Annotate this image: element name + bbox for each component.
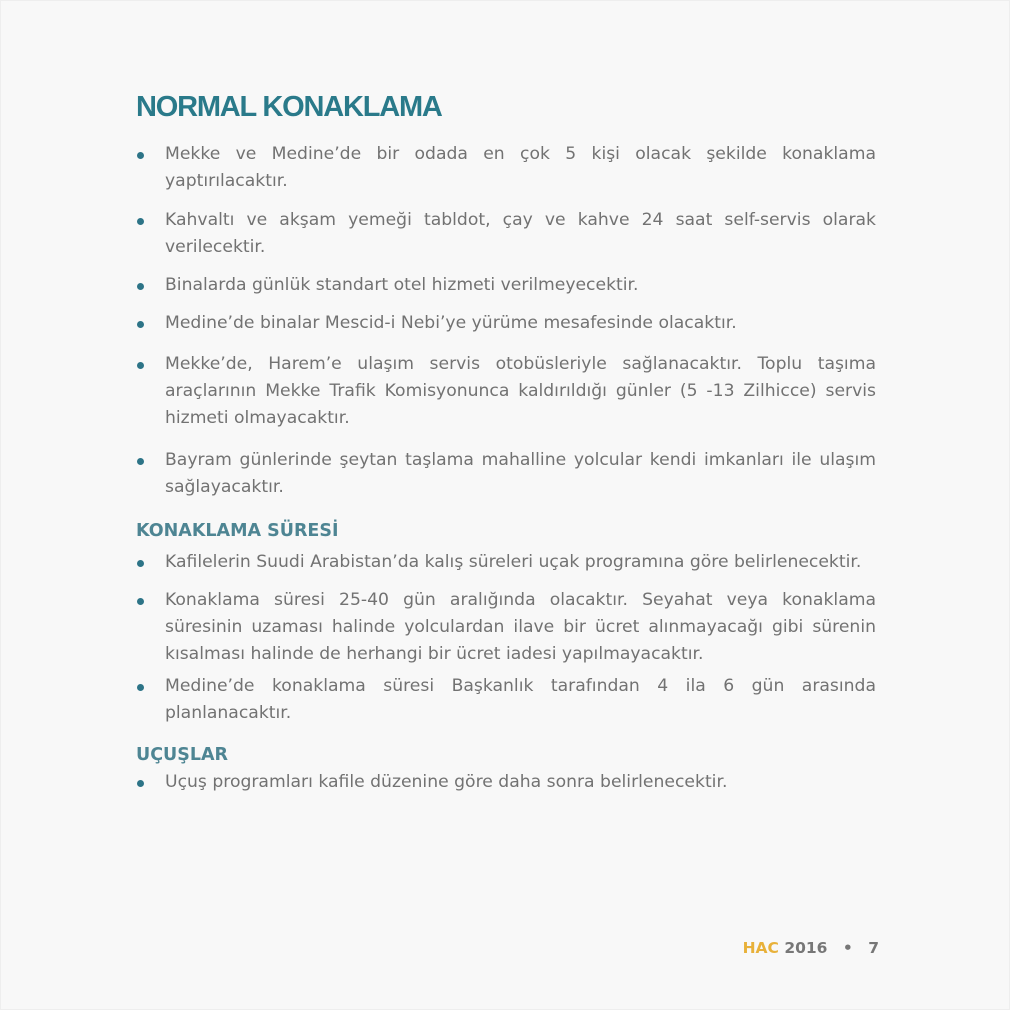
list-item: Mekke ve Medine’de bir odada en çok 5 kişi olacak şekilde konaklama yaptırılacaktır. bbox=[136, 141, 876, 195]
page-footer bbox=[743, 939, 879, 957]
bullet-icon bbox=[137, 283, 144, 290]
bullet-icon bbox=[137, 321, 144, 328]
bullet-icon bbox=[137, 780, 144, 787]
bullet-icon bbox=[137, 218, 144, 225]
bullet-icon bbox=[137, 458, 144, 465]
list-item: Bayram günlerinde şeytan taşlama mahalline yolcular kendi imkanları ile ulaşım sağlayacaktır. bbox=[136, 447, 876, 501]
section-normal-konaklama bbox=[136, 141, 876, 501]
list-item: Kahvaltı ve akşam yemeği tabldot, çay ve kahve 24 saat self-servis olarak verilecektir. bbox=[136, 207, 876, 261]
content bbox=[136, 141, 876, 796]
list-item: Uçuş programları kafile düzenine göre daha sonra belirlenecektir. bbox=[136, 769, 876, 796]
section-heading: UÇUŞLAR bbox=[136, 745, 229, 765]
list-item: Medine’de konaklama süresi Başkanlık tarafından 4 ila 6 gün arasında planlanacaktır. bbox=[136, 673, 876, 727]
footer-separator: • bbox=[842, 939, 853, 957]
list-item: Binalarda günlük standart otel hizmeti verilmeyecektir. bbox=[136, 272, 876, 299]
footer-year: 2016 bbox=[784, 939, 828, 957]
page-number: 7 bbox=[868, 939, 879, 957]
bullet-icon bbox=[137, 152, 144, 159]
list-item: Mekke’de, Harem’e ulaşım servis otobüsleriyle sağlanacaktır. Toplu taşıma araçlarının Mekke Trafik Komisyonunca kaldırıldığı günler (5 -13 Zilhicce) servis hizmeti olmayacaktır. bbox=[136, 351, 876, 432]
bullet-icon bbox=[137, 362, 144, 369]
list-item: Konaklama süresi 25-40 gün aralığında olacaktır. Seyahat veya konaklama süresinin uzaması halinde yolculardan ilave bir ücret alınmayacağı gibi sürenin kısalması halinde de herhangi bir ücret iadesi yapılmayacaktır. bbox=[136, 587, 876, 668]
bullet-icon bbox=[137, 684, 144, 691]
list-item: Medine’de binalar Mescid-i Nebi’ye yürüme mesafesinde olacaktır. bbox=[136, 310, 876, 337]
section-heading: KONAKLAMA SÜRESİ bbox=[136, 521, 339, 541]
bullet-icon bbox=[137, 560, 144, 567]
section-ucuslar bbox=[136, 743, 876, 796]
section-konaklama-suresi bbox=[136, 519, 876, 727]
page-title: NORMAL KONAKLAMA bbox=[136, 91, 442, 123]
bullet-icon bbox=[137, 598, 144, 605]
footer-brand: HAC bbox=[742, 939, 779, 957]
list-item: Kafilelerin Suudi Arabistan’da kalış süreleri uçak programına göre belirlenecektir. bbox=[136, 549, 876, 576]
